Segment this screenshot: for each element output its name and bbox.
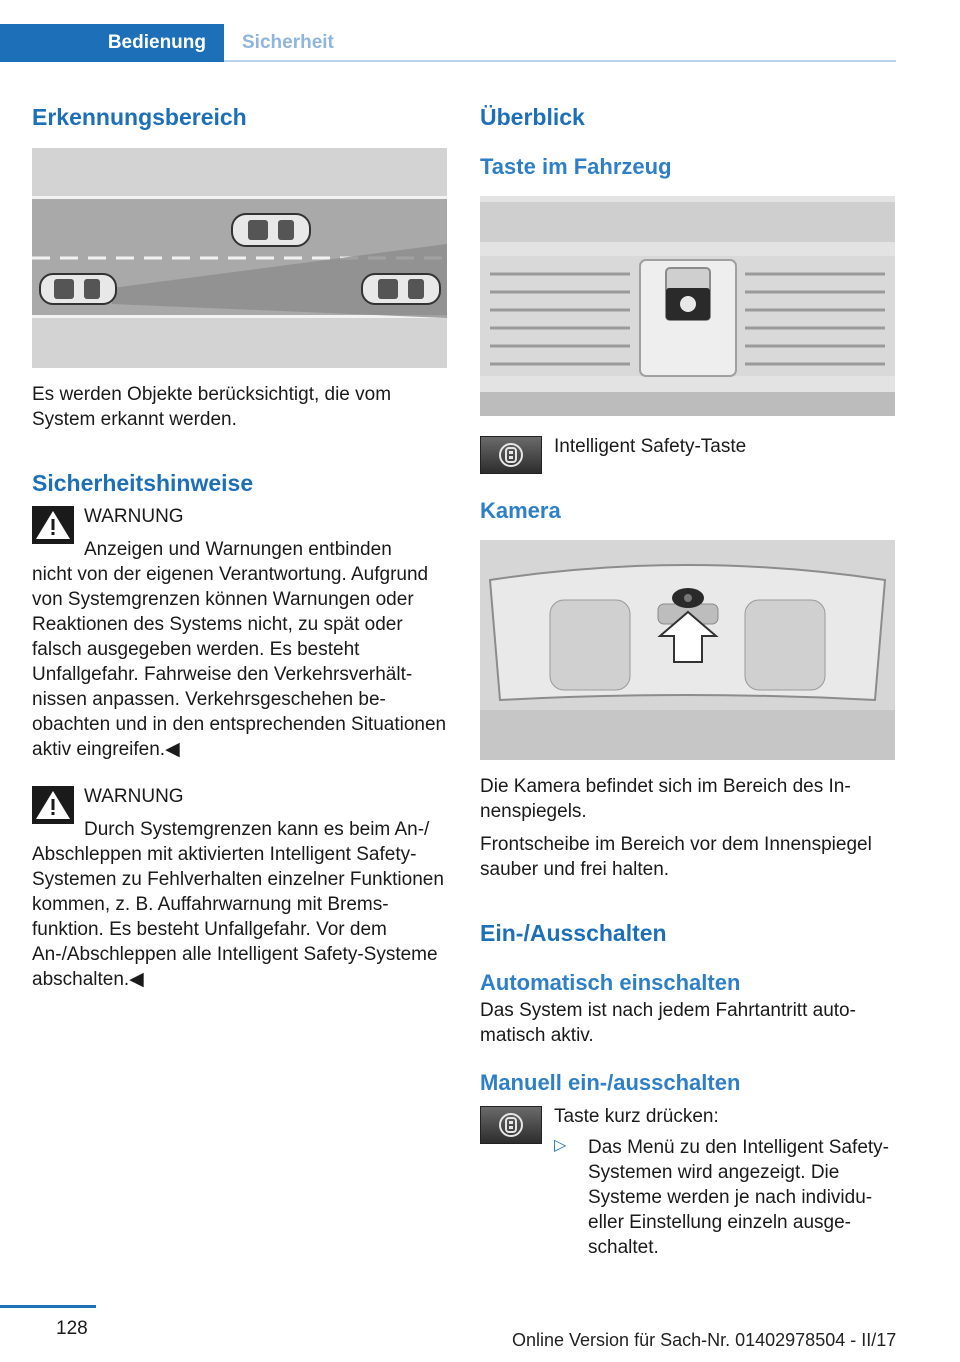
detection-description: Es werden Objekte berücksichtigt, die vom System erkannt werden.: [32, 384, 392, 430]
online-version-text: Online Version für Sach-Nr. 01402978504 - II/17: [512, 1330, 897, 1350]
bullet-text: Das Menü zu den Intelligent Safety-Systemen wird angezeigt. Die Systeme werden je nach individueller Einstellung einzeln ausgeschaltet.: [588, 1137, 890, 1258]
intelligent-safety-key-icon: [480, 1106, 542, 1144]
heading-automatic-on: Automatisch einschalten: [480, 970, 741, 995]
heading-camera: Kamera: [480, 498, 561, 523]
warning-block-1: [32, 504, 448, 762]
detection-area-figure: [32, 148, 447, 368]
heading-button-in-vehicle: Taste im Fahrzeug: [480, 154, 672, 179]
list-item: [554, 1135, 896, 1260]
heading-manual-on-off: Manuell ein-/ausschalten: [480, 1070, 741, 1095]
warning-2-text-first-line: Durch Systemgrenzen kann es beim An-/: [84, 819, 430, 840]
page-header: [0, 0, 960, 64]
warning-triangle-icon: [32, 506, 74, 544]
heading-on-off: Ein-/Ausschalten: [480, 920, 667, 946]
warning-block-2: [32, 784, 448, 992]
car-icon: [362, 274, 440, 304]
vehicle-button-figure: [480, 196, 895, 416]
bullet-triangle-icon: ▷: [554, 1137, 567, 1154]
warning-1-title: WARNUNG: [84, 506, 184, 527]
safety-key-caption: Intelligent Safety-Taste: [554, 436, 747, 457]
warning-1-text: nicht von der eigenen Verantwortung. Aufgrund von Systemgrenzen können Warnungen oder Reaktionen des Systems nicht, zu spät oder falsch ausgegeben werden. Es besteht Unfallgefahr. Fahrweise den Verkehrsverhältnissen anpassen. Verkehrsgeschehen beobachten und in den entsprechenden Situationen aktiv eingreifen.◀: [32, 564, 447, 760]
heading-overview: Überblick: [480, 104, 585, 130]
camera-figure: [480, 540, 895, 760]
tab-sicherheit[interactable]: Sicherheit: [242, 32, 334, 53]
footer-divider: [0, 1305, 96, 1308]
manual-press-text: Taste kurz drücken:: [554, 1106, 719, 1127]
left-column: [32, 96, 448, 992]
safety-key-legend: [480, 434, 896, 478]
page-number: 128: [56, 1318, 88, 1339]
header-divider: [224, 60, 896, 62]
warning-2-text: Abschleppen mit aktivierten Intelligent Safety-Systemen zu Fehlverhalten einzelner Funktionen kommen, z. B. Auffahrwarnung mit Bremsfunktion. Es besteht Unfallgefahr. Vor dem An-/Abschleppen alle Intelligent Safety-Systeme abschalten.◀: [32, 844, 444, 990]
camera-cleaning-text: Frontscheibe im Bereich vor dem Innenspiegel sauber und frei halten.: [480, 834, 872, 880]
tab-bedienung[interactable]: Bedienung: [0, 24, 224, 62]
car-icon: [232, 214, 310, 246]
intelligent-safety-key-icon: [480, 436, 542, 474]
warning-2-title: WARNUNG: [84, 786, 184, 807]
heading-safety-notes: Sicherheitshinweise: [32, 470, 254, 496]
manual-instructions: [480, 1104, 896, 1260]
car-icon: [40, 274, 116, 304]
automatic-on-text: Das System ist nach jedem Fahrtantritt automatisch aktiv.: [480, 1000, 856, 1046]
warning-1-text-first-line: Anzeigen und Warnungen entbinden: [84, 539, 392, 560]
right-column: [480, 96, 896, 1260]
heading-detection-area: Erkennungsbereich: [32, 104, 247, 130]
camera-location-text: Die Kamera befindet sich im Bereich des Innenspiegels.: [480, 776, 851, 822]
warning-triangle-icon: [32, 786, 74, 824]
